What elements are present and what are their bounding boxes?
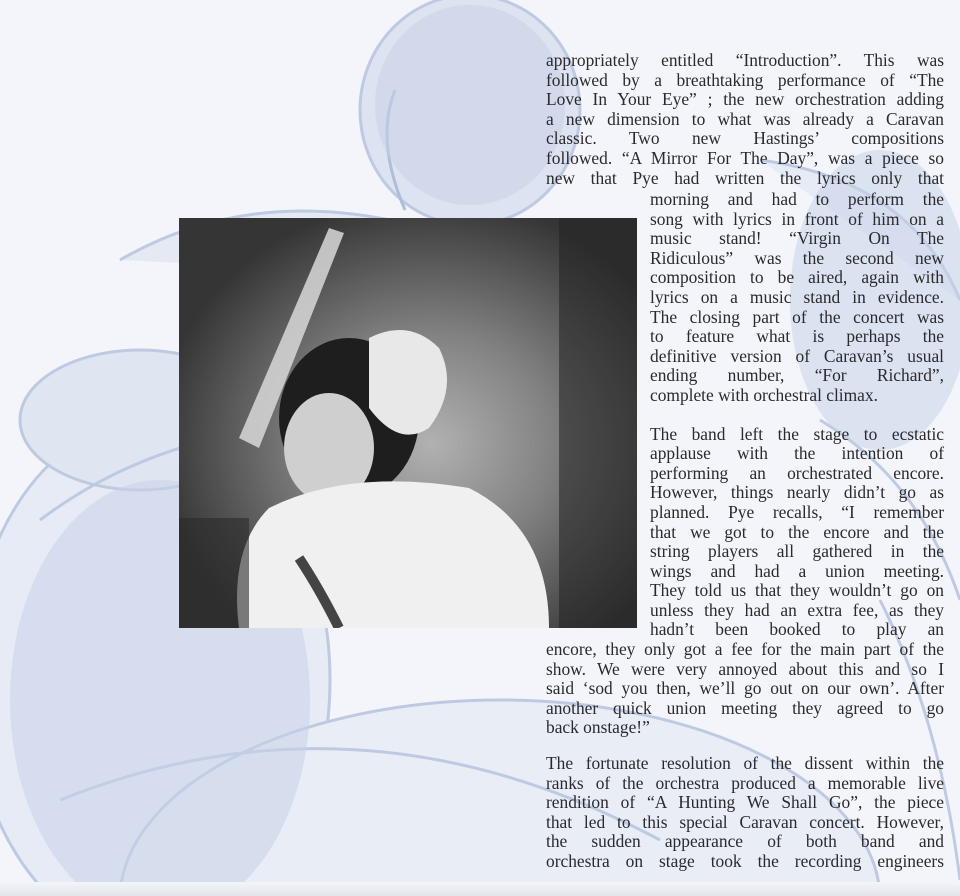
text-line: definitive version of Caravan’s usual bbox=[650, 345, 944, 366]
text-line: wings and had a union meeting. bbox=[650, 560, 944, 581]
paragraph-beside-photo bbox=[650, 190, 944, 640]
text-line: back onstage!” bbox=[546, 717, 650, 738]
text-line: complete with orchestral climax. bbox=[650, 384, 878, 405]
text-line: unless they had an extra fee, as they bbox=[650, 599, 944, 620]
text-line: composition to be aired, again with bbox=[650, 267, 944, 288]
text-line: new that Pye had written the lyrics only that bbox=[546, 167, 944, 188]
text-line: performing an orchestrated encore. bbox=[650, 462, 944, 483]
text-line: lyrics on a music stand in evidence. bbox=[650, 286, 944, 307]
text-line: The fortunate resolution of the dissent within the bbox=[546, 753, 944, 773]
text-line: However, things nearly didn’t go as bbox=[650, 482, 944, 503]
text-line: encore, they only got a fee for the main part of the bbox=[546, 639, 944, 659]
text-line: morning and had to perform the bbox=[650, 189, 944, 209]
concert-photo-musician-icon bbox=[179, 218, 637, 628]
text-line: They told us that they wouldn’t go on bbox=[650, 580, 944, 601]
concert-photo bbox=[179, 218, 637, 628]
text-line: ranks of the orchestra produced a memorable live bbox=[546, 772, 944, 793]
paragraph-below-photo bbox=[546, 640, 944, 738]
text-line: Love In Your Eye” ; the new orchestration adding bbox=[546, 89, 944, 110]
text-line: song with lyrics in front of him on a bbox=[650, 208, 944, 229]
text-line: that we got to the encore and the bbox=[650, 521, 944, 542]
text-line: said ‘sod you then, we’ll go out on our own’. After bbox=[546, 678, 944, 699]
text-line: classic. Two new Hastings’ compositions bbox=[546, 128, 944, 149]
text-line: orchestra on stage took the recording engineers bbox=[546, 850, 944, 871]
scan-edge bbox=[0, 882, 960, 896]
text-line: The band left the stage to ecstatic bbox=[650, 423, 944, 444]
text-line: applause with the intention of bbox=[650, 443, 944, 464]
text-line: that led to this special Caravan concert. However, bbox=[546, 811, 944, 832]
text-line: a new dimension to what was already a Caravan bbox=[546, 108, 944, 129]
text-line: followed. “A Mirror For The Day”, was a piece so bbox=[546, 147, 944, 168]
text-line: the sudden appearance of both band and bbox=[546, 831, 944, 852]
text-line: string players all gathered in the bbox=[650, 541, 944, 562]
text-line: to feature what is perhaps the bbox=[650, 326, 944, 347]
text-line: ending number, “For Richard”, bbox=[650, 365, 944, 386]
text-line: hadn’t been booked to play an bbox=[650, 619, 944, 640]
text-line: followed by a breathtaking performance of “The bbox=[546, 69, 944, 90]
text-line: show. We were very annoyed about this and so I bbox=[546, 658, 944, 679]
text-line: appropriately entitled “Introduction”. This was bbox=[546, 50, 944, 70]
text-line: The closing part of the concert was bbox=[650, 306, 944, 327]
text-line: music stand! “Virgin On The bbox=[650, 228, 944, 249]
paragraph-top bbox=[546, 51, 944, 188]
text-line: rendition of “A Hunting We Shall Go”, the piece bbox=[546, 792, 944, 813]
text-line: Ridiculous” was the second new bbox=[650, 247, 944, 268]
paragraph-final bbox=[546, 754, 944, 872]
text-line: another quick union meeting they agreed to go bbox=[546, 697, 944, 718]
text-line: planned. Pye recalls, “I remember bbox=[650, 501, 944, 522]
